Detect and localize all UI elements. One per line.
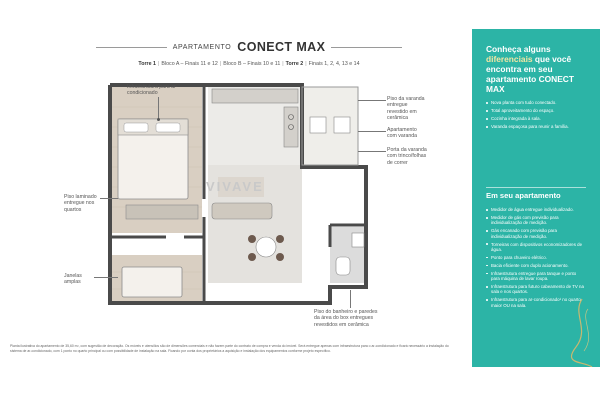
- watermark: VIVAVE: [206, 179, 264, 194]
- wardrobe: [126, 205, 198, 219]
- panel-divider: [486, 187, 586, 188]
- kitchen-counter: [212, 89, 298, 103]
- panel-title-mid: que você encontra em seu apartamento: [486, 54, 572, 84]
- annotation-apt-balcony: Apartamento com varanda: [387, 127, 417, 140]
- chair: [276, 235, 284, 243]
- tower-1: Torre 1: [138, 61, 156, 67]
- annotation-air-line: [158, 97, 159, 119]
- annotation-windows-line: [94, 277, 118, 278]
- tower-2-detail: Finais 1, 2, 4, 13 e 14: [308, 61, 360, 67]
- panel-title-pre: Conheça alguns: [486, 44, 551, 54]
- sofa: [212, 203, 272, 219]
- annotation-door-line: [358, 151, 386, 152]
- tower-1-block-b: Bloco B – Finais 10 e 11: [223, 61, 281, 67]
- apartment-item: Ponto para chuveiro elétrico.: [486, 255, 586, 260]
- sink: [352, 233, 364, 247]
- tower-1-detail: Bloco A – Finais 11 e 12: [161, 61, 218, 67]
- title-name: CONECT MAX: [237, 40, 326, 54]
- stove-counter: [284, 107, 298, 147]
- title-rule-left: [96, 47, 167, 48]
- annotation-laminate: Piso laminado entregue nos quartos: [64, 194, 97, 213]
- floor-plan: [96, 77, 376, 305]
- annotation-apt-balcony-line: [358, 131, 386, 132]
- dining-table: [256, 237, 276, 257]
- annotation-windows: Janelas amplas: [64, 273, 82, 286]
- feature-item: Cozinha integrada à sala.: [486, 116, 586, 121]
- title-rule-right: [331, 47, 402, 48]
- annotation-floor-balcony-line: [358, 100, 386, 101]
- apartment-item: Infraestrutura para futuro cabeamento de TV na sala e nos quartos.: [486, 284, 586, 295]
- apartment-item: Bacia eficiente com duplo acionamento.: [486, 263, 586, 268]
- chair: [248, 235, 256, 243]
- features-panel: [472, 29, 600, 367]
- plan-title: [96, 40, 402, 54]
- title-label: APARTAMENTO: [172, 43, 232, 51]
- annotation-air-dot: [157, 118, 160, 121]
- annotation-bathroom-line: [350, 290, 351, 308]
- toilet: [336, 257, 350, 275]
- annotation-door: Porta da varanda com trinco/folhas de correr: [387, 147, 427, 166]
- annotation-bathroom: Piso do banheiro e paredes da área do box entregues revestidos em cerâmica: [314, 309, 378, 328]
- feature-item: Nova planta com tudo conectado.: [486, 100, 586, 105]
- apartment-item: Torneiras com dispositivos economizadores de água.: [486, 242, 586, 253]
- annotation-laminate-line: [100, 198, 118, 199]
- panel-title-highlight: diferenciais: [486, 54, 533, 64]
- balcony-chair: [310, 117, 326, 133]
- apartment-item: Infraestrutura para ar-condicionado¹ no quarto maior OU na sala.: [486, 297, 586, 308]
- apartment-list: [486, 207, 586, 311]
- feature-item: Total aproveitamento do espaço.: [486, 108, 586, 113]
- panel-title-end: CONECT MAX: [486, 74, 574, 94]
- feature-item: Varanda espaçosa para reunir a família.: [486, 124, 586, 129]
- footnote: Planta ilustrativa do apartamento de 35,60 m², com sugestão de decoração. Os móveis e utensílios são de dimensões comerciais e não fazem parte do contrato de compra e venda do imóvel. Será entregue apenas com infraestrutura para o ar-condicionado e ficará necessário a instalação do sistema de ar-condicionado, com 1 ponto no quarto principal ou com possibilidade de instalação na sala. Ficando por conta dos proprietários a aquisição e instalação dos equipamentos conforme projeto específico.: [10, 344, 449, 353]
- annotation-floor-balcony: Piso da varanda entregue revestido em cerâmica: [387, 96, 425, 122]
- tower-2: Torre 2: [285, 61, 304, 67]
- apartment-item: Medidor de gás com previsão para individualização de medição.: [486, 215, 586, 226]
- apartment-item: Infraestrutura entregue para tanque e ponto para máquina de lavar roupa.: [486, 271, 586, 282]
- panel-title: [486, 44, 594, 94]
- chair: [248, 253, 256, 261]
- annotation-air: Infraestrutura para ar-condicionado: [127, 84, 178, 97]
- balcony-chair: [334, 117, 350, 133]
- bed-2: [122, 267, 182, 297]
- chair: [276, 253, 284, 261]
- apartment-section-title: Em seu apartamento: [486, 191, 561, 200]
- towers-info: Torre 1 | Bloco A – Finais 11 e 12 | Bloco B – Finais 10 e 11 | Torre 2 | Finais 1, 2, 4, 13 e 14: [138, 61, 360, 67]
- apartment-item: Medidor de água entregue individualizado.: [486, 207, 586, 212]
- apartment-item: Gás encanado com previsão para individualização de medição.: [486, 228, 586, 239]
- feature-list: [486, 100, 586, 132]
